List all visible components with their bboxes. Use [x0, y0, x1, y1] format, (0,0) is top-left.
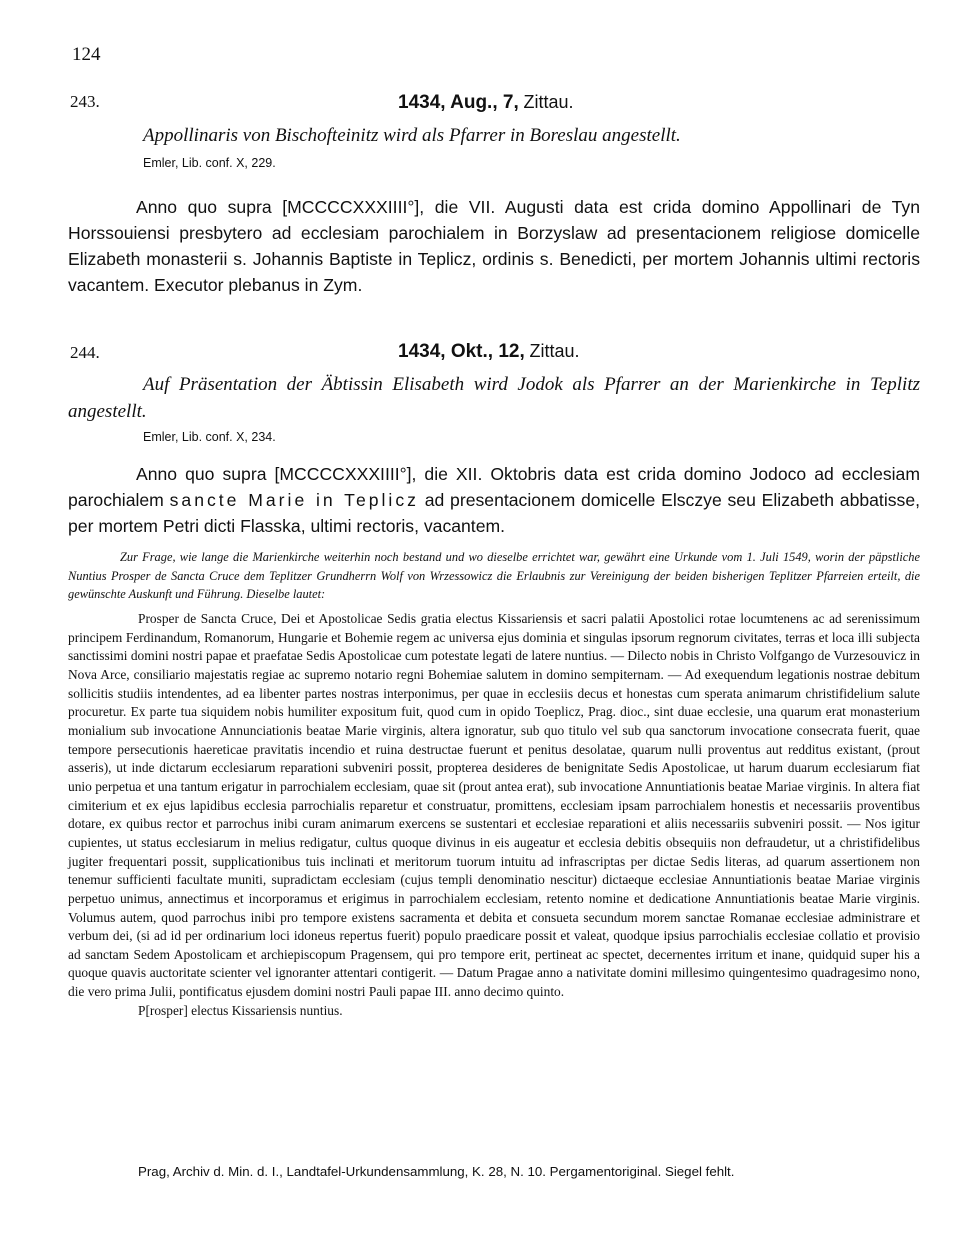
entry-date-value: 1434, Aug., 7,	[398, 92, 519, 113]
charter-body: Prosper de Sancta Cruce, Dei et Apostolicae Sedis gratia electus Kissariensis et sacri palatii Apostolici rotae locumtenens ac ad serenissimum principem Ferdinandum, Romanorum, Hungarie et Bohemie regem ac universa ejus dominia et singulas ipsorum regnorum civitates, terras et loca illi subjecta sanctissimi domini nostri papae et praefatae Sedis Apostolicae cum potestate legati de latere nuntius. — Dilecto nobis in Christo Volfgango de Vurzesouvicz in Nova Arce, consiliario majestatis regiae ac supremo notario regni Bohemiae salutem in domino sempiternam. — Ad exequendum legationis nostrae debitum sollicitis studiis intendentes, ad ea libenter partes nostras interponimus, per quae in ecclesiis decus et honestas cum sperata animarum christifidelium salute procuretur. Ex parte tua siquidem nobis humiliter expositum fuit, quod cum in opido Toeplicz, Prag. dioc., sint duae ecclesie, una quarum erat monasterium monialium sub invocatione Annunciationis beatae Marie virginis, altera ignoratur, sub quo titulo vel sub qua sanctorum invocatione consecrata fuerit, quae tempore persecutionis haereticae pravitatis incendio et ruina destructae fuerunt et penitus desolatae, quarum nulli proventus aut redditus existant, (prout asseris), ut inde dictarum ecclesiarum reparationi subveniri possit, propterea desideres de benignitate Sedis Apostolicae, ut harum duarum ecclesiarum fiat unio perpetua et una tantum erigatur in parrochialem ecclesiam, quae sit (prout antea erat), sub invocatione Annuntiationis beatae Mariae virginis. In altera fiat cimiterium et ex ejus lapidibus ecclesia parrochialis reparetur et construatur, promittens, ecclesiam ipsam parrochialem honestis et necessariis proventibus dotare, ex quibus rector et parrochus inibi curam animarum exercens se sustentari et ecclesiae reparationi et aliis necessariis subveniri possit. — Nos igitur cupientes, ut status ecclesiarum in melius redigatur, cultus quoque divinus in eis augeatur et ecclesia debitis obsequiis non defraudetur, ut a christifidelibus jugiter frequentari possit, supplicationibus tuis inclinati et meritorum tuorum intuitu ad infrascriptas per dictae Sedis literas, ad quarum assertionem non tenemur sufficienti facultate muniti, supradictam ecclesiam (cujus templi denominatio nescitur) dictaeque ecclesiae Annuntiationis beatae Mariae virginis perpetuo unimus, annectimus et incorporamus et erigimus in parrochialem ecclesiam, retento nomine et dedicatione Annuntiationis beatae Marie virginis. Volumus autem, quod parrochus inibi pro tempore existens sacramenta et debita et consueta secundum morem sanctae Romanae ecclesiae administrare et verbum dei, (si ad id per ordinarium loci idoneus repertus fuerit) populo praedicare possit et valeat, quodque ipsius parrochialis ecclesiae collatio et provisio ad sanctam Sedem Apostolicam et archiepiscopum Pragensem, qui pro tempore erit, pertineat ac spectet, decernentes irritum et inane, quidquid super his a quoque quavis auctoritate scienter vel ignoranter attentari contigerit. — Datum Pragae anno a nativitate domini millesimo quingentesimo quadragesimo nono, die vero prima Julii, pontificatus ejusdem domini nostri Pauli papae III. anno decimo quinto.	[68, 611, 920, 1000]
page-number: 124	[72, 44, 101, 65]
commentary-note: Zur Frage, wie lange die Marienkirche weiterhin noch bestand und wo dieselbe errichtet war, gewährt eine Urkunde vom 1. Juli 1549, worin der päpstliche Nuntius Prosper de Sancta Cruce dem Teplitzer Grundherrn Wolf von Wrzessowicz die Erlaubnis zur Vereinigung der beiden bisherigen Teplitzer Pfarreien erteilt, die gewünschte Auskunft und Führung. Dieselbe lautet:	[68, 550, 920, 602]
entry-place: Zittau.	[529, 341, 580, 361]
entry-date-value: 1434, Okt., 12,	[398, 341, 525, 362]
entry-date	[398, 92, 574, 114]
entry-date	[398, 341, 580, 363]
charter-text	[68, 610, 920, 1020]
entry-regest: Auf Präsentation der Äbtissin Elisabeth wird Jodok als Pfarrer an der Marienkirche in Teplitz angestellt.	[68, 374, 920, 422]
entry-number: 244.	[70, 343, 100, 362]
entry-regest: Appollinaris von Bischofteinitz wird als Pfarrer in Boreslau angestellt.	[143, 125, 681, 146]
entry-number: 243.	[70, 92, 100, 111]
entry-place: Zittau.	[523, 92, 574, 112]
archive-reference: Prag, Archiv d. Min. d. I., Landtafel-Urkundensammlung, K. 28, N. 10. Pergamentoriginal. Siegel fehlt.	[138, 1164, 735, 1179]
entry-source: Emler, Lib. conf. X, 229.	[143, 156, 276, 170]
entry-source: Emler, Lib. conf. X, 234.	[143, 430, 276, 444]
entry-text: Anno quo supra [MCCCCXXXIIII°], die VII. Augusti data est crida domino Appollinari de Tyn Horssouiensi presbytero ad ecclesiam parochialem in Borzyslaw ad presentacionem religiose domicelle Elizabeth monasterii s. Johannis Baptiste in Teplicz, ordinis s. Benedicti, per mortem Johannis ultimi rectoris vacantem. Executor plebanus in Zym.	[68, 197, 920, 295]
entry-text: Anno quo supra [MCCCCXXXIIII°], die XII. Oktobris data est crida domino Jodoco ad ecclesiam parochialem sancte Marie in Teplicz ad presentacionem domicelle Elsczye seu Elizabeth abbatisse, per mortem Petri dicti Flasska, ultimi rectoris, vacantem.	[68, 464, 920, 536]
charter-signature: P[rosper] electus Kissariensis nuntius.	[138, 1002, 343, 1018]
spaced-text: sancte Marie in Teplicz	[169, 490, 419, 510]
